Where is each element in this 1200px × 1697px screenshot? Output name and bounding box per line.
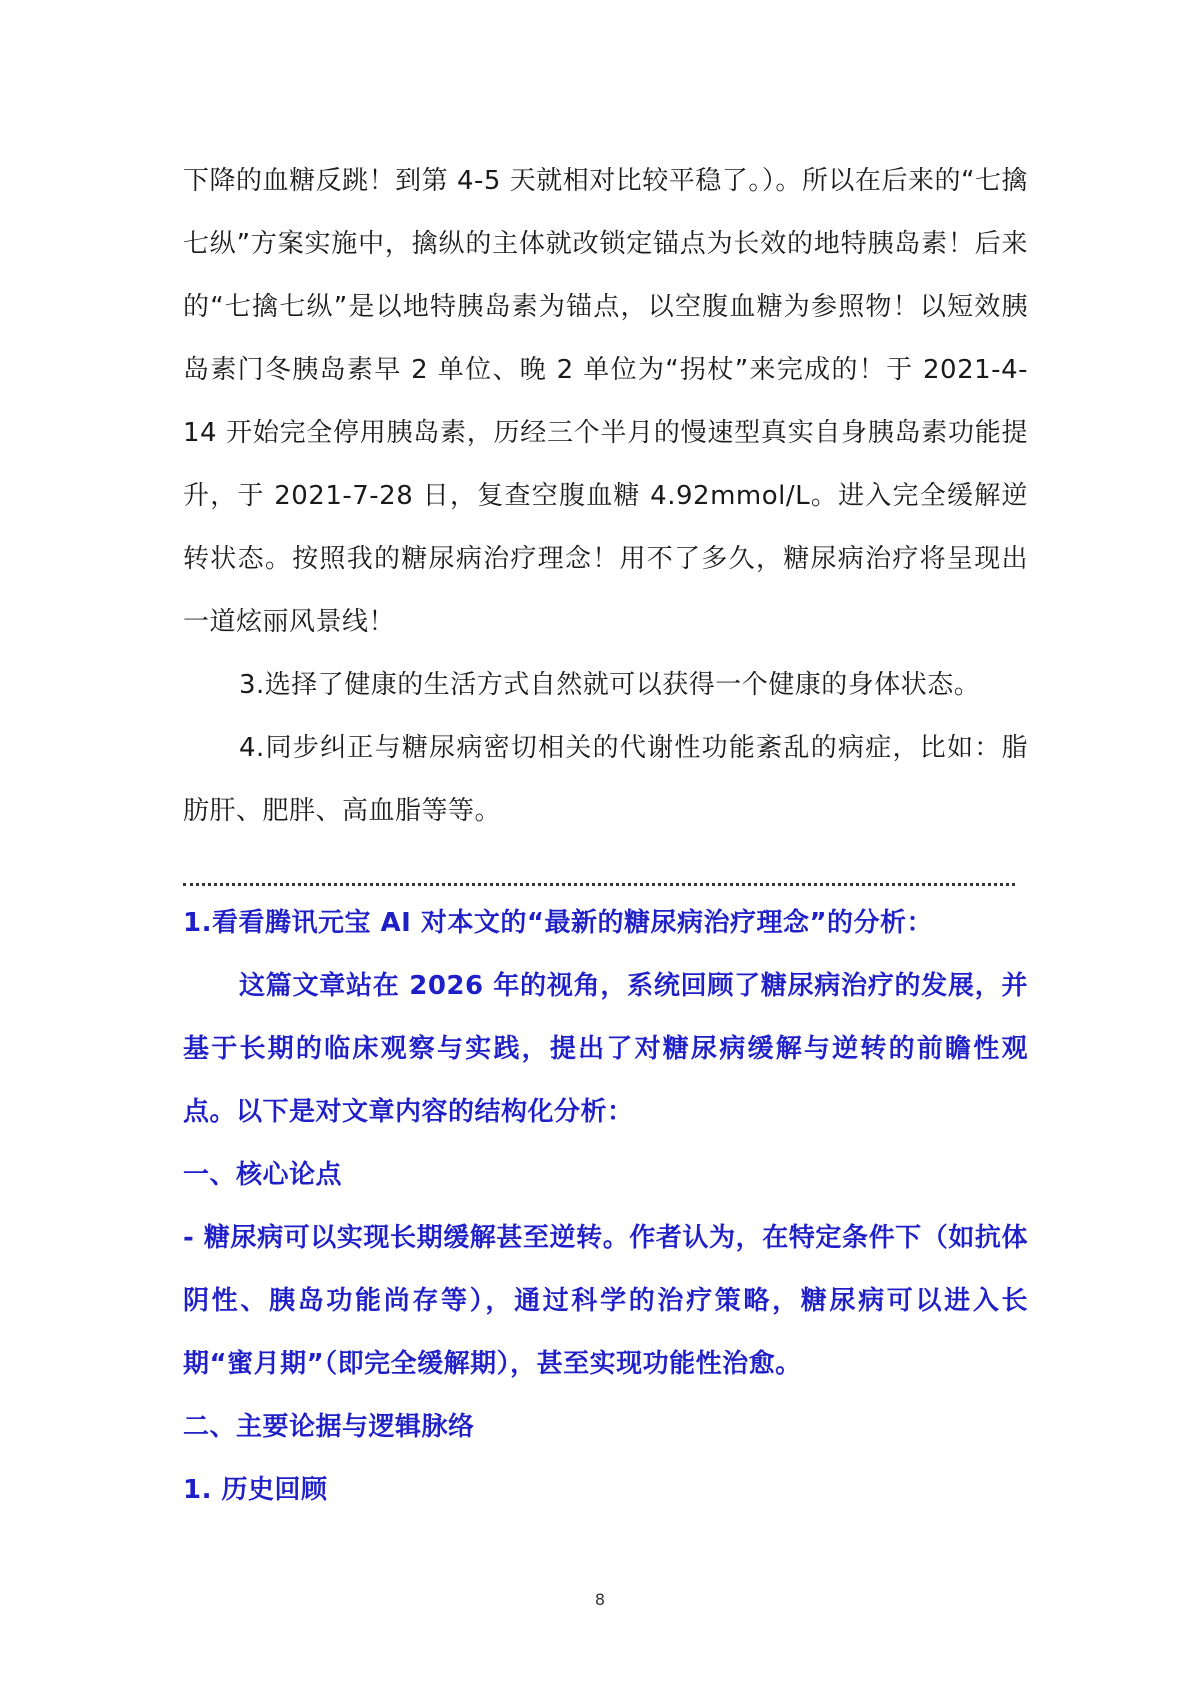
subsection-title-history: 1. 历史回顾	[183, 1475, 328, 1505]
section-title-main-evidence: 二、主要论据与逻辑脉络	[183, 1412, 475, 1442]
section-text-core-argument: - 糖尿病可以实现长期缓解甚至逆转。作者认为，在特定条件下（如抗体阴性、胰岛功能尚存等），通过科学的治疗策略，糖尿病可以进入长期“蜜月期”（即完全缓解期），甚至实现功能性治愈。	[183, 1223, 1028, 1379]
analysis-intro: 这篇文章站在 2026 年的视角，系统回顾了糖尿病治疗的发展，并基于长期的临床观察与实践，提出了对糖尿病缓解与逆转的前瞻性观点。以下是对文章内容的结构化分析：	[183, 971, 1028, 1127]
section-title-core-argument: 一、核心论点	[183, 1160, 343, 1190]
page-number: 8	[594, 1590, 606, 1609]
body-paragraph-1: 下降的血糖反跳！到第 4-5 天就相对比较平稳了。）。所以在后来的“七擒七纵”方案实施中，擒纵的主体就改锁定锚点为长效的地特胰岛素！后来的“七擒七纵”是以地特胰岛素为锚点，以空腹血糖为参照物！以短效胰岛素门冬胰岛素早 2 单位、晚 2 单位为“拐杖”来完成的！于 2021-4-14 开始完全停用胰岛素，历经三个半月的慢速型真实自身胰岛素功能提升，于 2021-7-28 日，复查空腹血糖 4.92mmol/L。进入完全缓解逆转状态。按照我的糖尿病治疗理念！用不了多久，糖尿病治疗将呈现出一道炫丽风景线！	[183, 166, 1028, 637]
body-paragraph-3: 4.同步纠正与糖尿病密切相关的代谢性功能紊乱的病症，比如：脂肪肝、肥胖、高血脂等等。	[183, 733, 1028, 826]
analysis-heading: 1.看看腾讯元宝 AI 对本文的“最新的糖尿病治疗理念”的分析：	[183, 908, 934, 938]
dotted-separator	[183, 853, 1015, 886]
body-paragraph-2: 3.选择了健康的生活方式自然就可以获得一个健康的身体状态。	[239, 670, 981, 700]
page-content	[183, 150, 1028, 1522]
